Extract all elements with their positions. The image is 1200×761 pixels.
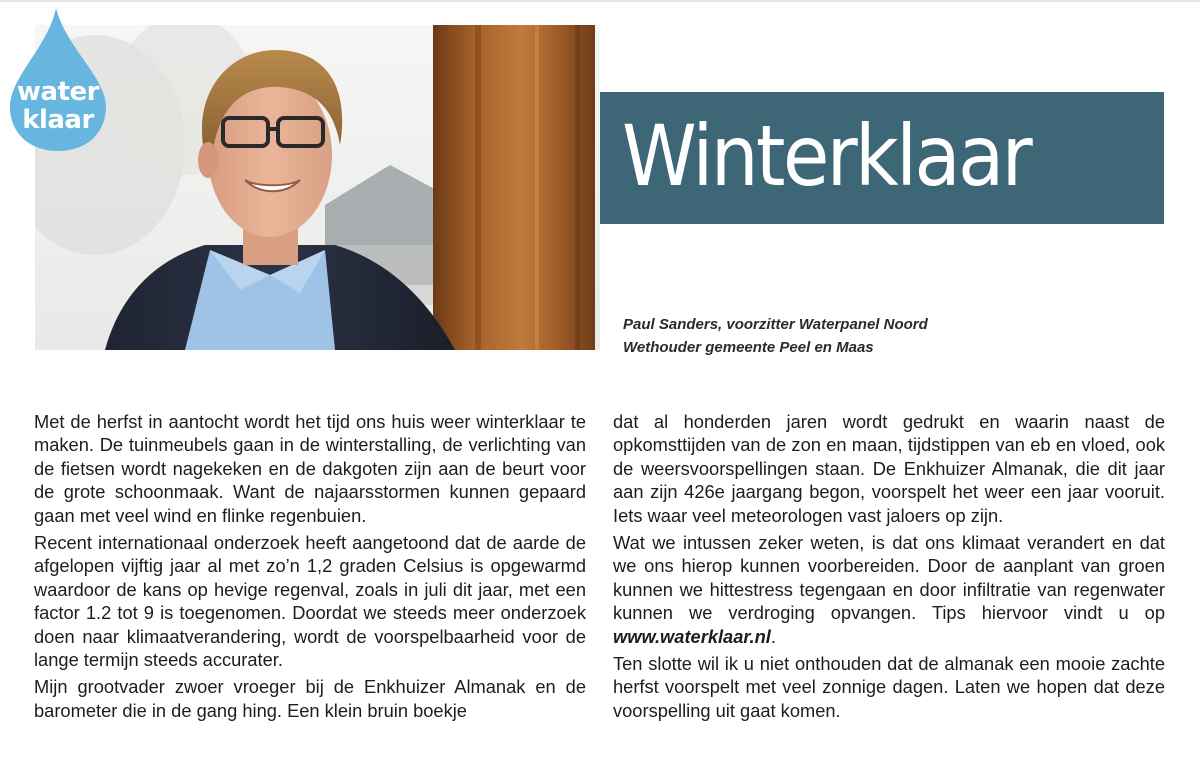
caption-name: Paul Sanders, voorzitter Waterpanel Noord: [623, 316, 928, 333]
article-paragraph: Mijn grootvader zwoer vroeger bij de Enkhuizer Almanak en de barometer die in de gang hing. Een klein bruin boekje: [34, 676, 586, 721]
photo-caption: [623, 313, 928, 359]
article-paragraph: Ten slotte wil ik u niet onthouden dat de almanak een mooie zachte herfst voorspelt met veel zonnige dagen. Laten we hopen dat deze voorspelling uit gaat komen.: [613, 653, 1165, 721]
article-paragraph: dat al honderden jaren wordt gedrukt en waarin naast de opkomsttijden van de zon en maan, tijdstippen van eb en vloed, ook de weersvoorspellingen staan. De Enkhuizer Almanak, die dit jaar aan zijn 426e jaargang begon, voorspelt het weer een jaar vooruit. Iets waar veel meteorologen vast jaloers op zijn.: [613, 411, 1165, 526]
title-banner: [600, 92, 1164, 224]
article-paragraph: Recent internationaal onderzoek heeft aangetoond dat de aarde de afgelopen vijftig jaar al met zo’n 1,2 graden Celsius is opgewarmd waardoor de kans op hevige regenval, zoals in juli dit jaar, met een factor 1.2 tot 9 is toegenomen. Doordat we steeds meer onderzoek doen naar klimaatverandering, wordt de voorspelbaarheid voor de lange termijn steeds accurater.: [34, 532, 586, 671]
article-column-left: [34, 410, 586, 726]
page-title: Winterklaar: [622, 107, 1031, 205]
article-paragraph: Met de herfst in aantocht wordt het tijd ons huis weer winterklaar te maken. De tuinmeubels gaan in de winterstalling, de verlichting van de fietsen wordt nagekeken en de dakgoten zijn aan de beurt voor de grote schoonmaak. Want de najaarsstormen kunnen gepaard gaan met veel wind en flinke regenbuien.: [34, 411, 586, 526]
logo-text-klaar: klaar: [22, 105, 94, 135]
tips-text: Wat we intussen zeker weten, is dat ons klimaat verandert en dat we ons hierop kunnen voorbereiden. Door de aanplant van groen kunnen we hittestress tegengaan en door infiltratie van regenwater kunnen we verdroging opvangen. Tips hiervoor vindt u op: [613, 532, 1165, 624]
tips-end: .: [770, 625, 776, 647]
article-paragraph-tips: [613, 531, 1165, 648]
portrait-photo: [35, 25, 600, 350]
waterklaar-logo: [8, 8, 108, 153]
logo-text-water: water: [17, 77, 99, 107]
article-column-right: [613, 410, 1165, 726]
portrait-illustration: [35, 25, 600, 350]
top-rule: [0, 0, 1200, 2]
caption-role: Wethouder gemeente Peel en Maas: [623, 339, 874, 356]
website-link[interactable]: www.waterklaar.nl: [613, 625, 771, 647]
